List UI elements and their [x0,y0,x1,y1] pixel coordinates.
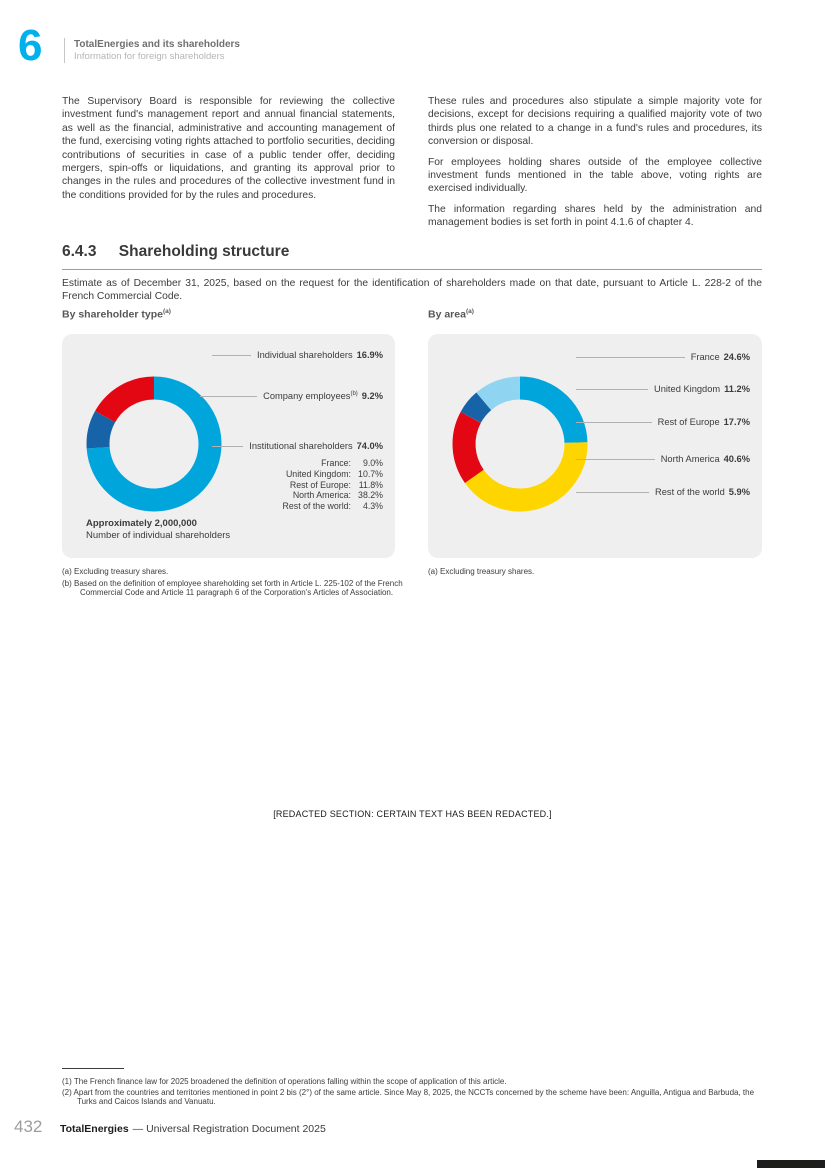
leader-line [576,389,648,390]
section-number: 6.4.3 [62,243,97,260]
donut-segment [471,401,484,417]
footer-doc-title: — Universal Registration Document 2025 [132,1123,326,1135]
leader-line [212,355,251,356]
chart-box-by-area [428,334,762,558]
callout-value: 40.6% [723,454,750,464]
callout-label: Rest of Europe [657,417,720,427]
callout-france [576,352,750,362]
footnote: (2) Apart from the countries and territories mentioned in point 2 bis (2°) of the same article. Since May 8, 2025, the NCCTs concerned by the scheme have been: Anguilla, Antigua and Barbuda, the Turks and Caicos Islands and Vanuatu. [62,1087,755,1107]
breakdown-row: France: 9.0% [321,458,383,468]
callout-label: Institutional shareholders [249,441,353,451]
callout-label: Individual shareholders [257,350,353,360]
footnote-marker: (b) [350,391,358,397]
redacted-section-notice: [REDACTED SECTION: CERTAIN TEXT HAS BEEN REDACTED.] [273,809,552,819]
leader-line [576,459,655,460]
donut-segment [484,388,520,401]
footnote: (a) Excluding treasury shares. [428,567,535,576]
chart-title-text: By shareholder type [62,308,163,321]
body-column-left [62,95,395,209]
callout-rest-of-europe [576,417,750,427]
leader-line [212,446,243,447]
footnote-separator [62,1068,124,1069]
annotation-subtitle: Number of individual shareholders [86,529,231,541]
footnote: (a) Excluding treasury shares. [62,567,169,576]
callout-company-employees [200,391,383,401]
callout-united-kingdom [576,384,750,394]
callout-institutional-shareholders [212,441,383,451]
leader-line [200,396,257,397]
paragraph-supervisory-board: The Supervisory Board is responsible for reviewing the collective investment fund's management report and annual financial statements, as well as the financial, administrative and accounting management of the fund, exercising voting rights attached to portfolio securities, deciding contributions of securities in case of a public tender offer, deciding mergers, spin-offs or liquidations, and granting its approval prior to changes in the rules and procedures of the collective investment fund in the conditions provided for by the rules and procedures. [62,96,395,201]
section-title: Shareholding structure [118,243,290,260]
donut-chart-by-area [450,374,590,514]
breakdown-row: Rest of the world: 4.3% [282,501,383,512]
callout-value: 17.7% [723,417,750,427]
page-footnotes [62,1077,764,1108]
annotation-title: Approximately 2,000,000 [86,518,197,529]
callout-label: North America [660,454,720,464]
callout-value: 5.9% [728,487,750,497]
callout-value: 9.2% [361,391,383,402]
footer-text [60,1123,326,1135]
leader-line [576,492,649,493]
institutional-breakdown [283,458,383,512]
shareholder-count-annotation [86,518,230,541]
breakdown-row: North America: 38.2% [292,490,383,501]
paragraph-rules-procedures: These rules and procedures also stipulate a simple majority vote for decisions, except for decisions requiring a qualified majority vote of two thirds plus one related to a change in a fund's rules and procedures, its conversion or disposal. [428,96,762,148]
callout-label: France [690,352,720,362]
chart-title-shareholder-type [62,308,171,321]
callout-rest-of-the-world [576,487,750,497]
footer-brand: TotalEnergies [60,1123,129,1135]
footnote-marker: (a) [162,308,171,315]
footnote: (1) The French finance law for 2025 broadened the definition of operations falling within the scope of application of this article. [62,1077,507,1086]
footnote-marker: (a) [465,308,474,315]
body-column-right [428,95,762,237]
section-lead-paragraph: Estimate as of December 31, 2025, based on the request for the identification of shareholders made on that date, pursuant to Article L. 228-2 of the French Commercial Code. [62,278,762,303]
donut-segment [464,417,474,476]
chart-title-by-area [428,308,474,321]
paragraph-employees-shares: For employees holding shares outside of the employee collective investment funds mentioned in the table above, voting rights are exercised individually. [428,156,762,195]
donut-segment [474,443,576,500]
leader-line [576,422,652,423]
page-number: 432 [14,1117,43,1136]
chart-box-shareholder-type [62,334,395,558]
leader-line [576,357,685,358]
callout-label: United Kingdom [653,384,721,394]
footnote: (b) Based on the definition of employee shareholding set forth in Article L. 225-102 of the French Commercial Code and Article 11 paragraph 6 of the Corporation's Articles of Association. [62,578,403,598]
callout-individual-shareholders [212,350,383,360]
breakdown-row: Rest of Europe: 11.8% [289,479,383,490]
callout-label: Rest of the world [655,487,725,497]
chapter-title: TotalEnergies and its shareholders [74,39,240,50]
callout-value: 24.6% [723,352,750,362]
chapter-subtitle: Information for foreign shareholders [74,51,225,62]
callout-value: 16.9% [356,350,383,360]
donut-segment [98,417,105,448]
donut-segment [105,388,154,417]
chart-title-text: By area [428,308,466,321]
callout-label: Company employees [263,391,351,402]
paragraph-admin-bodies: The information regarding shares held by the administration and management bodies is set forth in point 4.1.6 of chapter 4. [428,203,762,229]
chapter-number: 6 [18,21,43,70]
callout-value: 11.2% [724,384,750,394]
section-heading [62,243,762,270]
header-divider [64,38,65,63]
chart-footnotes-left [62,567,404,600]
donut-segment [520,388,576,443]
breakdown-row: United Kingdom: 10.7% [285,468,383,479]
chart-footnotes-right [428,567,762,579]
callout-value: 74.0% [356,441,383,451]
page-edge-tab [757,1160,825,1168]
callout-north-america [576,454,750,464]
